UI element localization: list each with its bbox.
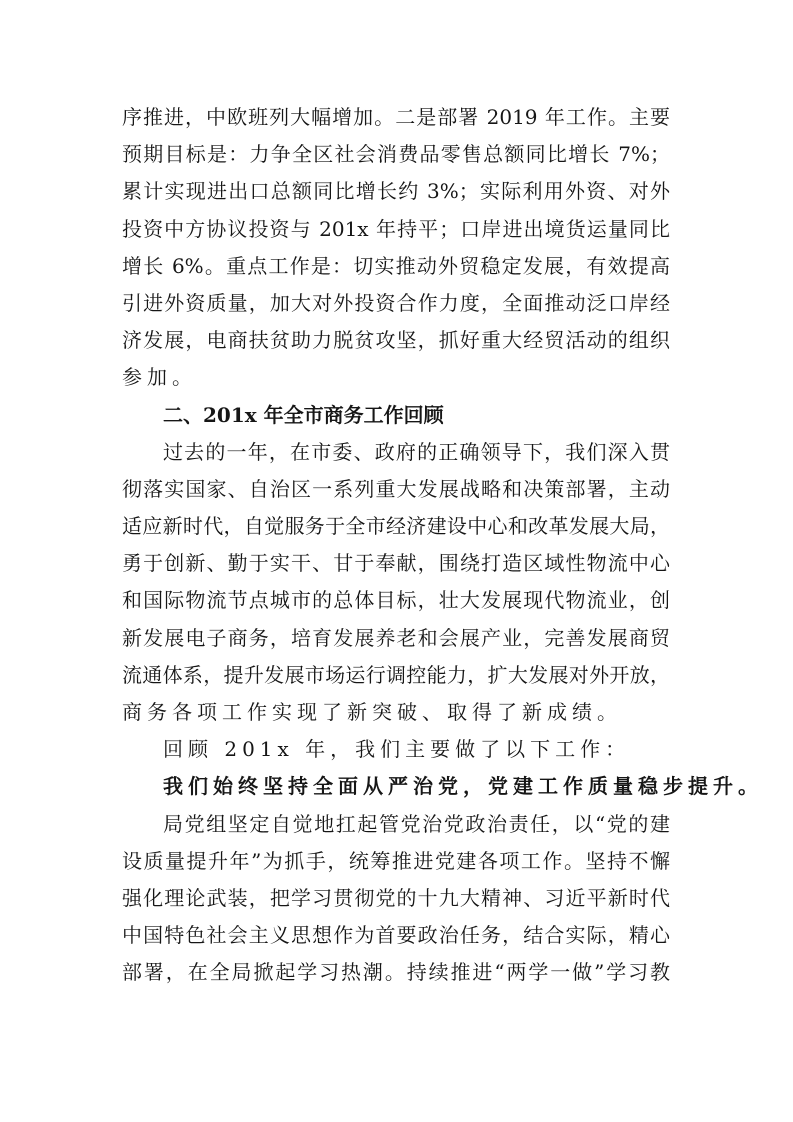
- text-line: 勇于创新、勤于实干、甘于奉献，围绕打造区域性物流中心: [122, 551, 670, 576]
- paragraph-review-intro: [122, 434, 670, 732]
- text-line: 累计实现进出口总额同比增长约 3%；实际利用外资、对外: [122, 179, 670, 204]
- paragraph-review-lead: 回顾 201x 年，我们主要做了以下工作：: [163, 737, 631, 762]
- text-line: 强化理论武装，把学习贯彻党的十九大精神、习近平新时代: [122, 885, 670, 910]
- paragraph-party-building: [122, 806, 670, 992]
- text-line: 济发展，电商扶贫助力脱贫攻坚，抓好重大经贸活动的组织: [122, 328, 670, 353]
- text-line: 投资中方协议投资与 201x 年持平；口岸进出境货运量同比: [122, 216, 670, 241]
- text-line: 适应新时代，自觉服务于全市经济建设中心和改革发展大局，: [122, 514, 670, 539]
- paragraph-2019-plan: [122, 99, 670, 397]
- text-line: 序推进，中欧班列大幅增加。二是部署 2019 年工作。主要: [122, 105, 670, 129]
- subheading-party-building: 我们始终坚持全面从严治党，党建工作质量稳步提升。: [163, 774, 763, 799]
- text-line: 参加。: [122, 365, 197, 390]
- text-line: 引进外资质量，加大对外投资合作力度，全面推动泛口岸经: [122, 290, 670, 315]
- text-line: 新发展电子商务，培育发展养老和会展产业，完善发展商贸: [122, 625, 670, 650]
- document-page: [122, 99, 763, 992]
- text-line: 和国际物流节点城市的总体目标，壮大发展现代物流业，创: [122, 588, 670, 613]
- text-line: 过去的一年，在市委、政府的正确领导下，我们深入贯: [163, 439, 670, 464]
- text-line: 商务各项工作实现了新突破、取得了新成绩。: [122, 700, 622, 724]
- text-line: 彻落实国家、自治区一系列重大发展战略和决策部署，主动: [122, 476, 670, 501]
- text-line: 增长 6%。重点工作是：切实推动外贸稳定发展，有效提高: [122, 253, 670, 278]
- text-line: 中国特色社会主义思想作为首要政治任务，结合实际，精心: [122, 923, 670, 948]
- section-heading: 二、201x 年全市商务工作回顾: [163, 402, 444, 427]
- text-line: 部署，在全局掀起学习热潮。持续推进“两学一做”学习教: [122, 960, 670, 985]
- text-line: 设质量提升年”为抓手，统筹推进党建各项工作。坚持不懈: [122, 848, 670, 873]
- text-line: 局党组坚定自觉地扛起管党治党政治责任，以“党的建: [163, 811, 670, 836]
- text-line: 预期目标是：力争全区社会消费品零售总额同比增长 7%；: [122, 142, 670, 167]
- text-line: 流通体系，提升发展市场运行调控能力，扩大发展对外开放，: [122, 662, 670, 687]
